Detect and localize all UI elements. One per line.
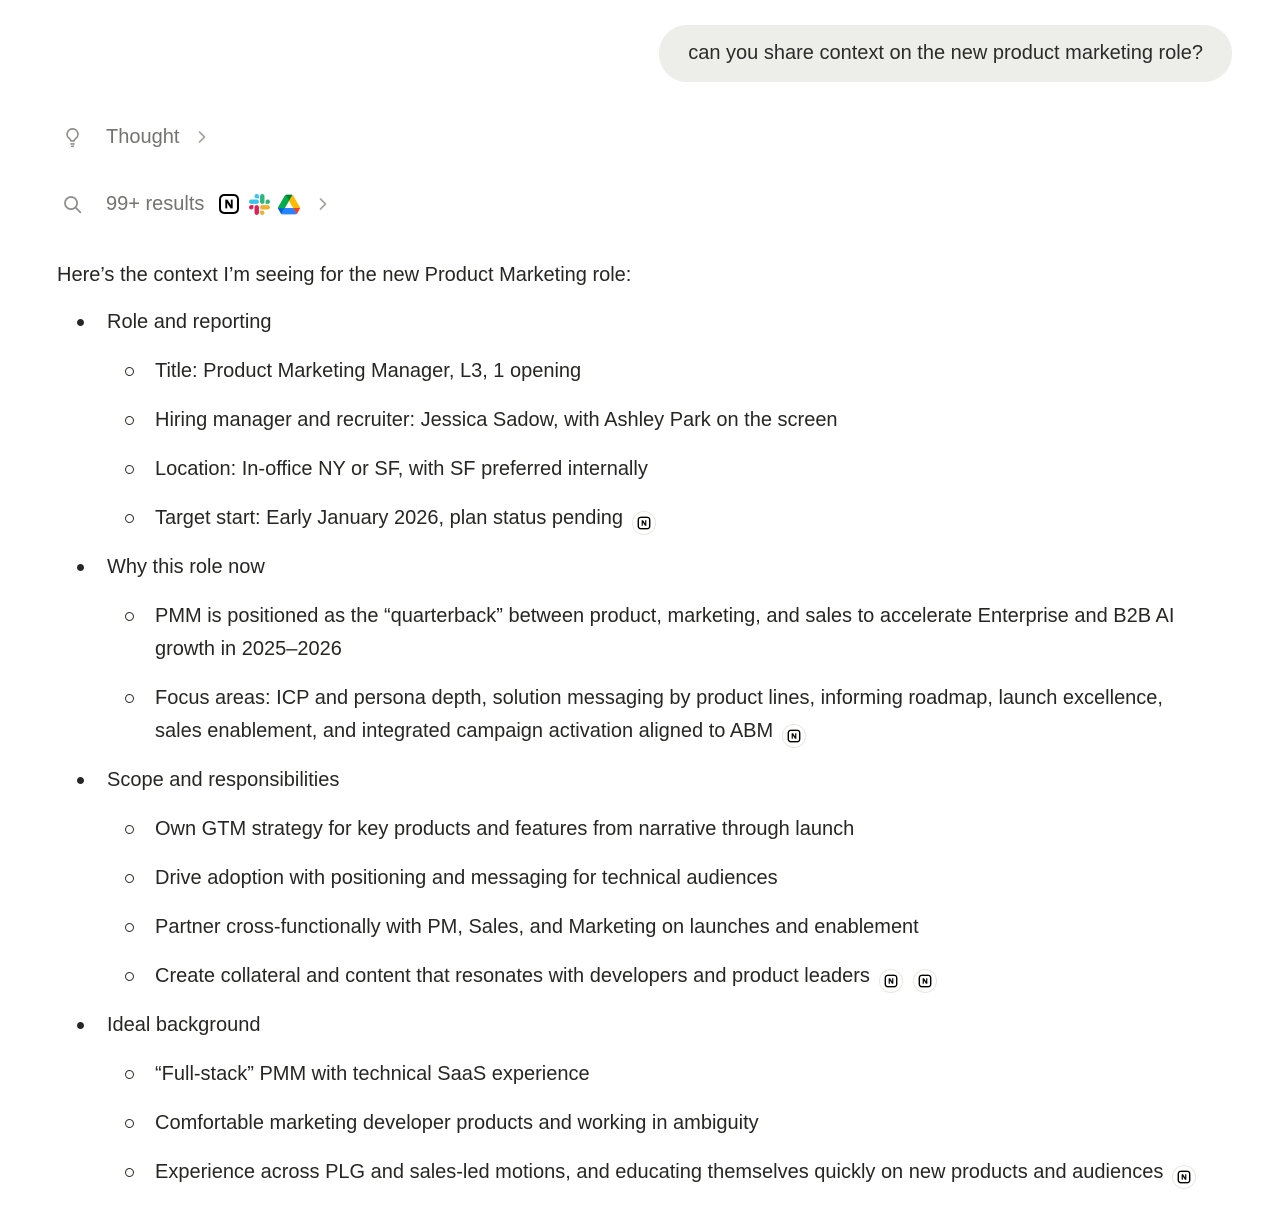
list-item [57,1107,1208,1140]
list-section [57,1009,1208,1189]
bullet-icon [77,1022,84,1029]
user-message-bubble [659,25,1232,82]
sub-bullet-icon [125,694,134,703]
sub-bullet-icon [125,1168,134,1177]
sub-bullet-icon [125,367,134,376]
notion-icon [218,193,240,215]
list-item-text: Create collateral and content that resonates with developers and product leaders [155,965,870,987]
assistant-response [0,219,1266,1189]
list-item-text: Comfortable marketing developer products and working in ambiguity [155,1112,759,1134]
list-item [57,911,1208,944]
sub-bullet-icon [125,1070,134,1079]
list-item [57,862,1208,895]
response-intro: Here’s the context I’m seeing for the new Product Marketing role: [57,264,632,286]
section-title: Why this role now [107,556,265,578]
list-section [57,764,1208,993]
bullet-icon [77,777,84,784]
list-item [57,355,1208,388]
section-title: Ideal background [107,1014,261,1036]
list-item-text: “Full-stack” PMM with technical SaaS experience [155,1063,590,1085]
list-item [57,813,1208,846]
list-item [57,682,1208,748]
slack-icon [248,193,270,215]
lightbulb-icon [60,125,84,149]
list-section [57,551,1208,748]
thought-label: Thought [106,125,180,148]
list-item-text: Drive adoption with positioning and messaging for technical audiences [155,867,778,889]
notion-citation-chip[interactable] [879,969,903,993]
list-item [57,960,1208,993]
notion-citation-chip[interactable] [632,511,656,535]
results-toggle[interactable] [60,189,1266,219]
list-item [57,453,1208,486]
list-item-text: Experience across PLG and sales-led motions, and educating themselves quickly on new products and audiences [155,1161,1164,1183]
thought-toggle[interactable] [60,122,1266,152]
response-list [57,306,1208,1189]
list-item-text: Hiring manager and recruiter: Jessica Sadow, with Ashley Park on the screen [155,409,838,431]
chevron-right-icon [192,127,212,147]
list-item [57,1058,1208,1091]
section-title: Scope and responsibilities [107,769,340,791]
sub-bullet-icon [125,416,134,425]
sub-bullet-icon [125,972,134,981]
list-item [57,600,1208,666]
sub-bullet-icon [125,874,134,883]
notion-citation-chip[interactable] [782,724,806,748]
sub-bullet-icon [125,514,134,523]
sub-bullet-icon [125,1119,134,1128]
sub-bullet-icon [125,465,134,474]
list-item [57,502,1208,535]
list-item-text: Target start: Early January 2026, plan status pending [155,507,624,529]
google-drive-icon [278,193,300,215]
user-message-text: can you share context on the new product marketing role? [688,42,1203,64]
sub-bullet-icon [125,612,134,621]
tool-rows [0,82,1266,219]
list-item-text: PMM is positioned as the “quarterback” between product, marketing, and sales to accelerate Enterprise and B2B AI growth in 2025–2026 [155,605,1175,660]
chevron-right-icon [313,194,333,214]
sub-bullet-icon [125,923,134,932]
list-item-text: Partner cross-functionally with PM, Sales, and Marketing on launches and enablement [155,916,919,938]
list-item-text: Own GTM strategy for key products and features from narrative through launch [155,818,855,840]
search-icon [60,192,84,216]
list-section [57,306,1208,535]
source-icons [218,193,300,215]
notion-citation-chip[interactable] [1172,1165,1196,1189]
list-item [57,1156,1208,1189]
bullet-icon [77,564,84,571]
notion-citation-chip[interactable] [913,969,937,993]
results-count-label: 99+ results [106,192,205,215]
list-item [57,404,1208,437]
user-message-row [0,0,1266,82]
sub-bullet-icon [125,825,134,834]
section-title: Role and reporting [107,311,272,333]
bullet-icon [77,319,84,326]
list-item-text: Location: In-office NY or SF, with SF preferred internally [155,458,648,480]
list-item-text: Title: Product Marketing Manager, L3, 1 opening [155,360,582,382]
list-item-text: Focus areas: ICP and persona depth, solution messaging by product lines, informing roadmap, launch excellence, sales enablement, and integrated campaign activation aligned to ABM [155,687,1163,742]
